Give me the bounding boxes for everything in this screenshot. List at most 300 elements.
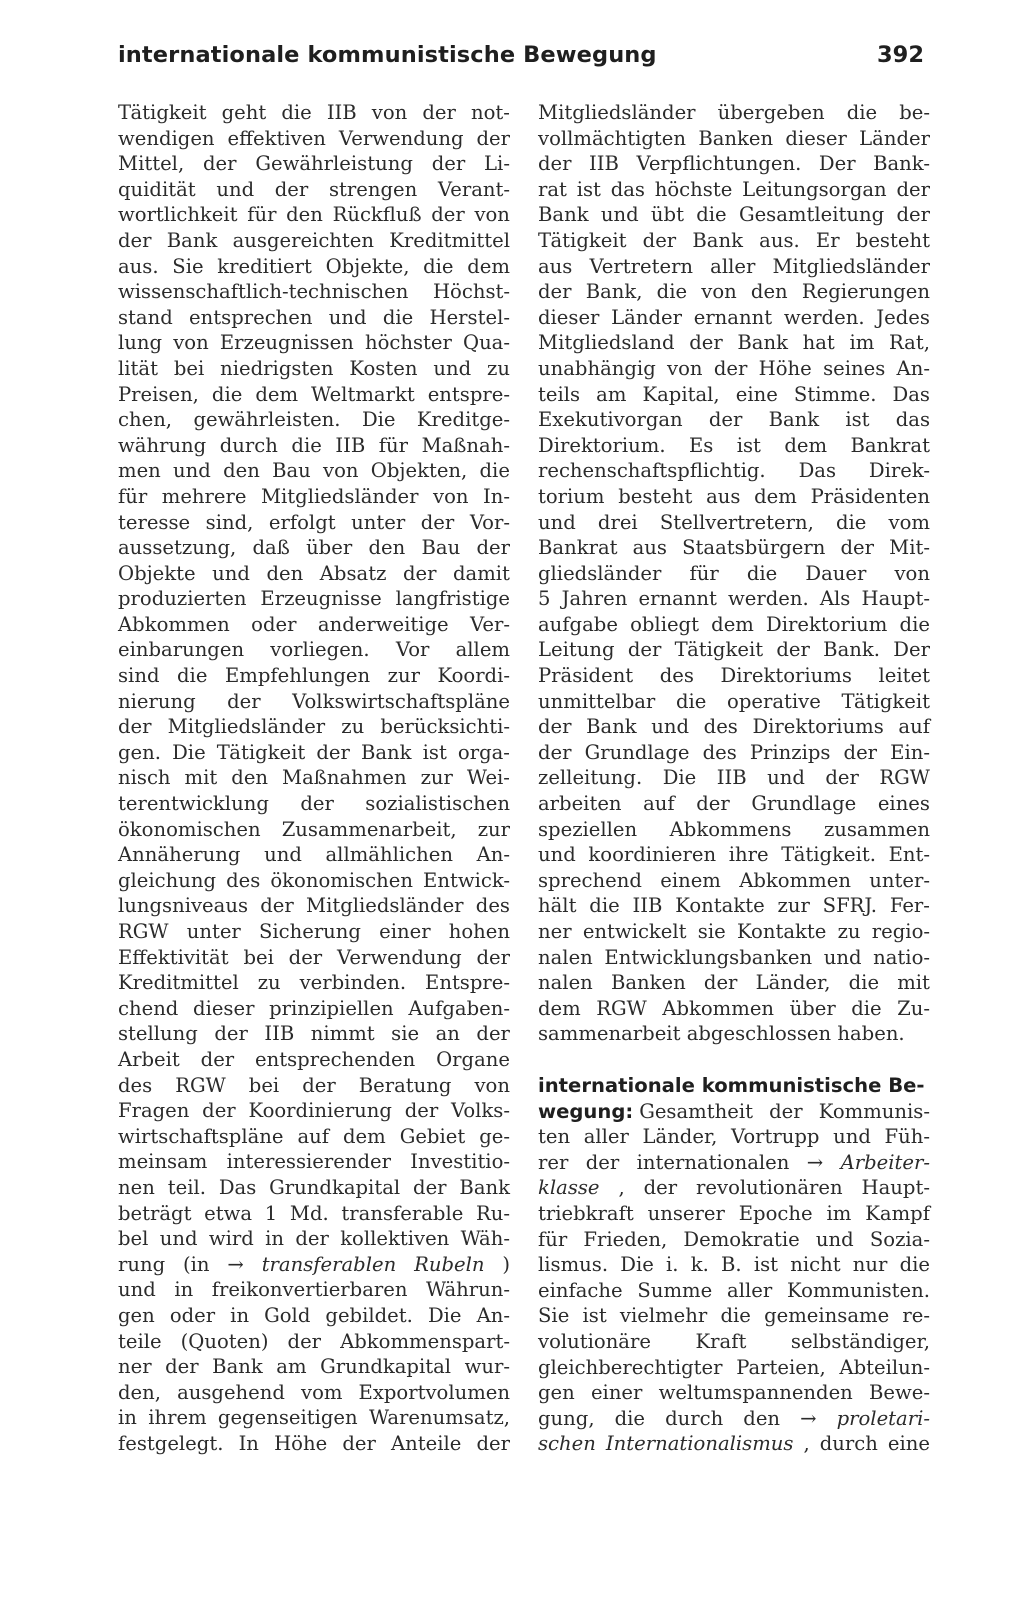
word: sind bbox=[118, 664, 160, 688]
word: Direktorium bbox=[766, 612, 888, 636]
word: unserer bbox=[647, 1201, 725, 1225]
word: hohen bbox=[448, 920, 510, 943]
word: und bbox=[600, 203, 639, 227]
text-line bbox=[538, 254, 930, 280]
text-line bbox=[118, 202, 510, 228]
word: Volks- bbox=[451, 1099, 510, 1123]
word: IIB bbox=[716, 766, 747, 790]
text-line bbox=[118, 1380, 510, 1406]
word: Vortrupp bbox=[731, 1125, 820, 1149]
word: Bankrat bbox=[850, 433, 930, 457]
word: ner bbox=[118, 1355, 152, 1379]
word: schen bbox=[538, 1432, 596, 1456]
word: lung bbox=[118, 331, 163, 355]
word: des bbox=[475, 894, 510, 918]
word: der bbox=[404, 1099, 439, 1123]
text-line bbox=[538, 228, 930, 254]
word: Bank bbox=[692, 228, 743, 252]
word: transferable bbox=[341, 1201, 464, 1225]
text-line bbox=[118, 714, 510, 740]
word: und bbox=[815, 1227, 854, 1251]
word: Rat, bbox=[888, 331, 930, 355]
text-line bbox=[118, 1098, 510, 1124]
word: aller bbox=[583, 1125, 629, 1149]
word: vielmehr bbox=[619, 1304, 708, 1328]
word: des bbox=[659, 664, 694, 688]
word: Ein- bbox=[890, 740, 930, 764]
word: produzierten bbox=[118, 587, 247, 611]
word: Länder, bbox=[755, 971, 831, 995]
word: die bbox=[746, 561, 778, 585]
text-line bbox=[538, 1175, 930, 1201]
word: Koordinierung bbox=[248, 1099, 392, 1123]
text-line bbox=[118, 637, 510, 663]
word: gewährleisten. bbox=[193, 408, 341, 432]
word: natio- bbox=[873, 945, 930, 969]
word: wird bbox=[208, 1227, 254, 1251]
word: Vor- bbox=[469, 510, 510, 534]
word: Rubeln bbox=[414, 1252, 485, 1276]
word: der bbox=[476, 1022, 510, 1046]
word: sozialistischen bbox=[365, 792, 510, 816]
word: Herstel- bbox=[429, 305, 510, 329]
word: Objekte, bbox=[325, 254, 410, 278]
word: des bbox=[703, 715, 738, 739]
word: der bbox=[538, 740, 572, 764]
word: In- bbox=[483, 484, 510, 508]
word: lismus. bbox=[538, 1253, 609, 1277]
word: der bbox=[708, 408, 743, 432]
word: von bbox=[474, 1073, 510, 1097]
word: nur bbox=[852, 1253, 888, 1277]
word: Bank bbox=[737, 331, 788, 355]
word: Staatsbürgern bbox=[682, 536, 826, 560]
word: bel bbox=[118, 1227, 149, 1251]
word: den bbox=[286, 203, 323, 227]
word: an bbox=[435, 1022, 460, 1046]
word: Volkswirtschaftspläne bbox=[292, 689, 510, 713]
word: und bbox=[651, 715, 690, 739]
word: bei bbox=[173, 356, 205, 380]
word: Kampf bbox=[865, 1201, 930, 1225]
text-line bbox=[538, 791, 930, 817]
word: Leitung bbox=[538, 638, 615, 662]
word: dem bbox=[784, 433, 828, 457]
word: Bau bbox=[272, 459, 311, 483]
word: Preisen, bbox=[118, 382, 199, 406]
word: Kontakte bbox=[675, 894, 765, 918]
text-line bbox=[538, 1021, 930, 1047]
word: der bbox=[896, 203, 930, 227]
text-line bbox=[118, 1124, 510, 1150]
word: wendigen bbox=[118, 126, 215, 150]
word: Koordi- bbox=[437, 664, 510, 688]
word: teresse bbox=[118, 510, 191, 534]
word: Mitgliedsländer bbox=[772, 254, 930, 278]
word: dem bbox=[343, 1124, 386, 1148]
word: not- bbox=[471, 101, 510, 124]
word: eine bbox=[735, 382, 778, 406]
word: B. bbox=[721, 1253, 742, 1277]
word: unter bbox=[351, 510, 406, 534]
word: Regierungen bbox=[801, 280, 930, 304]
word: Grundkapital bbox=[320, 1355, 452, 1379]
word: In bbox=[238, 1431, 259, 1455]
text-line bbox=[538, 1150, 930, 1176]
word: Organe bbox=[436, 1047, 510, 1071]
word: der bbox=[203, 152, 237, 176]
word: Länder bbox=[611, 305, 682, 329]
word: des bbox=[702, 740, 737, 764]
word: IIB bbox=[326, 101, 357, 124]
word: ist bbox=[845, 408, 870, 432]
word: in bbox=[265, 1227, 285, 1251]
text-line bbox=[538, 1124, 930, 1150]
word: Der bbox=[893, 638, 930, 662]
word: Banken bbox=[698, 126, 774, 150]
text-line bbox=[538, 279, 930, 305]
word: Bank bbox=[212, 1355, 263, 1379]
word: werden. bbox=[783, 305, 865, 329]
word: der bbox=[260, 894, 294, 918]
word: RGW bbox=[596, 996, 647, 1020]
word: selbständiger, bbox=[790, 1329, 930, 1353]
word: und bbox=[159, 1227, 198, 1251]
word: der bbox=[696, 792, 730, 816]
word: durch bbox=[819, 1432, 878, 1456]
word: der bbox=[287, 1329, 322, 1353]
text-line bbox=[118, 586, 510, 612]
word: Direktoriums bbox=[752, 715, 884, 739]
word: der bbox=[642, 228, 677, 252]
word: das bbox=[610, 177, 645, 201]
text-line bbox=[118, 740, 510, 766]
right-column bbox=[538, 100, 930, 1457]
word: drei bbox=[597, 510, 638, 534]
word: höchster bbox=[364, 331, 452, 355]
word: einer bbox=[379, 920, 431, 943]
word: Verpflichtungen. bbox=[636, 152, 802, 176]
word: sprechend bbox=[538, 868, 642, 892]
word: zur bbox=[777, 894, 810, 918]
word: der bbox=[295, 1227, 329, 1251]
word: der bbox=[302, 1073, 336, 1097]
word: Qua- bbox=[463, 331, 510, 355]
word: von bbox=[701, 280, 737, 304]
word: Warenumsatz, bbox=[368, 1406, 510, 1430]
word: k. bbox=[690, 1253, 709, 1277]
word: der bbox=[342, 1431, 376, 1455]
word: Exportvolumen bbox=[358, 1380, 510, 1404]
word: Mit- bbox=[889, 536, 930, 560]
word: Jahren bbox=[561, 587, 628, 611]
word: zur bbox=[387, 664, 420, 688]
text-line bbox=[538, 484, 930, 510]
word: und bbox=[823, 945, 862, 969]
text-line bbox=[118, 689, 510, 715]
word: Sie bbox=[172, 254, 204, 278]
word: Kraft bbox=[695, 1329, 747, 1353]
word: nisch bbox=[118, 766, 171, 790]
word: beträgt bbox=[118, 1201, 192, 1225]
word: einbarungen bbox=[118, 638, 245, 662]
word: Bank bbox=[586, 715, 637, 739]
word: Abkommen bbox=[662, 996, 775, 1020]
word: den bbox=[266, 561, 304, 585]
word: 1 bbox=[264, 1201, 278, 1225]
word: rat bbox=[538, 177, 567, 201]
word: Vor bbox=[395, 638, 430, 662]
word: der bbox=[431, 203, 465, 227]
word: in bbox=[230, 1303, 250, 1327]
word: Bankrat bbox=[538, 536, 618, 560]
word: proletari- bbox=[836, 1406, 930, 1430]
word: Weltmarkt bbox=[311, 382, 415, 406]
word: Als bbox=[819, 587, 851, 611]
word: dem bbox=[538, 996, 581, 1020]
word: Mitgliedsland bbox=[538, 331, 675, 355]
word: ist bbox=[736, 433, 761, 457]
word: Tätigkeit bbox=[538, 228, 627, 252]
word: in bbox=[118, 1406, 137, 1430]
word: vollmächtigten bbox=[538, 126, 687, 150]
word: weltumspannenden bbox=[658, 1381, 853, 1405]
word: der bbox=[476, 945, 510, 969]
text-line bbox=[538, 1355, 930, 1381]
word: währung bbox=[118, 433, 207, 457]
word: Gebiet bbox=[399, 1124, 466, 1148]
word: die bbox=[846, 101, 878, 124]
entry-headword-line bbox=[538, 1073, 930, 1099]
word: Bank- bbox=[873, 152, 930, 176]
text-line bbox=[538, 612, 930, 638]
word: Tätigkeit bbox=[674, 638, 764, 662]
word: lität bbox=[118, 356, 158, 380]
word: RGW bbox=[879, 766, 930, 790]
word: orga- bbox=[457, 740, 510, 764]
word: wortlichkeit bbox=[118, 203, 238, 227]
word: An- bbox=[476, 1303, 510, 1327]
word: für bbox=[689, 561, 719, 585]
word: lungsniveaus bbox=[118, 894, 249, 918]
word: Bewe- bbox=[868, 1381, 930, 1405]
text-line bbox=[538, 1380, 930, 1406]
text-line bbox=[538, 510, 930, 536]
word: die bbox=[656, 280, 688, 304]
word: den bbox=[231, 766, 269, 790]
word: IIB bbox=[589, 152, 619, 176]
word: den bbox=[750, 280, 788, 304]
word: die bbox=[382, 305, 414, 329]
word: ökonomischen bbox=[270, 868, 413, 892]
text-line bbox=[538, 356, 930, 382]
text-line bbox=[118, 561, 510, 587]
word: Es bbox=[688, 433, 714, 457]
word: ) bbox=[502, 1252, 510, 1276]
word: gen. bbox=[118, 740, 161, 764]
word: der bbox=[643, 1176, 678, 1200]
word: hält bbox=[538, 894, 577, 918]
word: der bbox=[776, 638, 810, 662]
word: und bbox=[538, 510, 576, 534]
word: Direktorium. bbox=[538, 433, 666, 457]
text-line bbox=[118, 1252, 510, 1278]
word: ihrem bbox=[148, 1406, 207, 1430]
word: gebildet. bbox=[325, 1303, 413, 1327]
word: aussetzung, bbox=[118, 536, 237, 560]
word: regio- bbox=[871, 920, 930, 943]
text-line bbox=[118, 791, 510, 817]
word: Die bbox=[172, 740, 206, 764]
text-line bbox=[538, 1303, 930, 1329]
word: Gesamtleitung bbox=[738, 203, 885, 227]
word: Das bbox=[218, 1175, 257, 1199]
word: re- bbox=[902, 1304, 930, 1328]
word: Das bbox=[892, 382, 930, 406]
word: berücksichti- bbox=[380, 715, 510, 739]
word: und bbox=[433, 356, 472, 380]
word: Verwendung bbox=[337, 945, 462, 969]
word: die bbox=[899, 1253, 930, 1277]
word: ge- bbox=[479, 1124, 510, 1148]
word: meinsam bbox=[118, 1150, 208, 1174]
text-line bbox=[118, 279, 510, 305]
word: den, bbox=[118, 1380, 161, 1404]
word: dieser bbox=[785, 126, 847, 150]
word: auf bbox=[643, 792, 675, 816]
word: Präsidenten bbox=[810, 484, 930, 508]
word: Bank bbox=[538, 203, 589, 227]
word: entsprechenden bbox=[255, 1047, 416, 1071]
text-line bbox=[538, 970, 930, 996]
right-column-continuation bbox=[538, 100, 930, 1047]
word: gung, bbox=[538, 1406, 595, 1430]
text-line bbox=[118, 1073, 510, 1099]
word: Abteilun- bbox=[839, 1355, 930, 1379]
running-head: internationale kommunistische Bewegung bbox=[118, 42, 657, 68]
word: niedrigsten bbox=[220, 356, 334, 380]
word: der bbox=[202, 1099, 236, 1123]
word: Grundlage bbox=[751, 792, 857, 816]
word: die bbox=[211, 382, 243, 406]
word: , bbox=[618, 1176, 625, 1200]
word: im bbox=[826, 1201, 852, 1225]
word: zusammen bbox=[823, 817, 930, 841]
word: das bbox=[895, 408, 930, 432]
word: Effektivität bbox=[118, 945, 229, 969]
word: für bbox=[538, 1227, 568, 1251]
word: ernannt bbox=[638, 587, 717, 611]
word: SFRJ. bbox=[822, 894, 877, 918]
word: sammenarbeit bbox=[538, 1022, 681, 1046]
word: der bbox=[825, 766, 859, 790]
word: und bbox=[264, 843, 302, 867]
word: im bbox=[849, 331, 875, 355]
word: für bbox=[247, 203, 277, 227]
word: der bbox=[300, 792, 334, 816]
word: des bbox=[118, 1073, 153, 1097]
text-line bbox=[118, 893, 510, 919]
word: unter bbox=[186, 920, 241, 943]
word: terentwicklung bbox=[118, 792, 269, 816]
word: kreditiert bbox=[217, 254, 312, 278]
word: unmittelbar bbox=[538, 689, 656, 713]
word: durch bbox=[665, 1406, 724, 1430]
text-line bbox=[118, 1226, 510, 1252]
word: von bbox=[894, 561, 930, 585]
word: der bbox=[422, 101, 456, 124]
word: und bbox=[538, 843, 576, 867]
word: Die bbox=[620, 1253, 654, 1277]
text-line bbox=[538, 689, 930, 715]
word: von bbox=[371, 101, 408, 124]
word: ernannt bbox=[693, 305, 773, 329]
text-line bbox=[118, 126, 510, 152]
word: Stimme. bbox=[793, 382, 877, 406]
word: koordinieren bbox=[588, 843, 717, 867]
word: einfache bbox=[538, 1278, 623, 1302]
word: abgeschlossen bbox=[686, 1022, 832, 1046]
word: ist bbox=[582, 1304, 607, 1328]
word: Die bbox=[361, 408, 396, 432]
word: dem bbox=[711, 612, 754, 636]
text-line bbox=[118, 433, 510, 459]
word: revolutionären bbox=[696, 1176, 843, 1200]
word: übt bbox=[650, 203, 684, 227]
word: Prinzips bbox=[749, 740, 831, 764]
word: Summe bbox=[637, 1278, 713, 1302]
word: des bbox=[226, 868, 261, 892]
word: nicht bbox=[790, 1253, 841, 1277]
word: Sozia- bbox=[869, 1227, 930, 1251]
word: von bbox=[433, 484, 469, 508]
word: (Quoten) bbox=[180, 1329, 269, 1353]
word: der bbox=[165, 1355, 199, 1379]
word: Kapital, bbox=[642, 382, 720, 406]
word: Jedes bbox=[876, 305, 930, 329]
text-line bbox=[118, 1354, 510, 1380]
word: von bbox=[474, 203, 510, 227]
word: Gold bbox=[264, 1303, 311, 1327]
word: einem bbox=[660, 868, 721, 892]
word: die bbox=[851, 996, 882, 1020]
word: eine bbox=[887, 1432, 930, 1456]
word: Mitgliedsländer bbox=[306, 894, 464, 918]
word: leitet bbox=[878, 664, 930, 688]
text-line bbox=[118, 1047, 510, 1073]
word: teil. bbox=[167, 1175, 206, 1199]
word: Verant- bbox=[437, 177, 510, 201]
word: Gewährleistung bbox=[255, 152, 413, 176]
word: nimmt bbox=[310, 1022, 375, 1046]
word: (in bbox=[183, 1252, 210, 1276]
text-line bbox=[538, 126, 930, 152]
text-line bbox=[538, 1201, 930, 1227]
text-line bbox=[118, 535, 510, 561]
word: Die bbox=[662, 766, 697, 790]
word: der bbox=[585, 1150, 620, 1174]
word: interessierender bbox=[226, 1150, 391, 1174]
word: den bbox=[368, 536, 406, 560]
text-line bbox=[118, 1021, 510, 1047]
word: Empfehlungen bbox=[224, 664, 371, 688]
word: unter- bbox=[869, 868, 930, 892]
text-line bbox=[538, 945, 930, 971]
word: durch bbox=[219, 433, 278, 457]
word: chen, bbox=[118, 408, 173, 432]
text-line bbox=[118, 510, 510, 536]
word: und bbox=[833, 1125, 871, 1149]
